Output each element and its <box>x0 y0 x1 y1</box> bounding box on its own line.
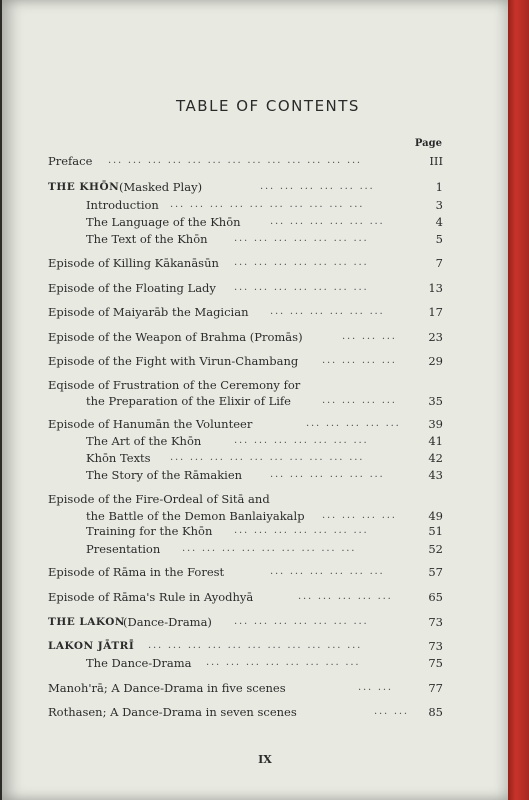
toc-entry-page: 42 <box>428 451 443 465</box>
leader-dots: ... ... ... ... ... <box>306 418 401 429</box>
toc-entry <box>2 563 508 581</box>
toc-entry-page: 7 <box>435 256 443 270</box>
leader-dots: ... ... ... ... ... ... <box>270 306 385 317</box>
toc-entry <box>2 432 508 450</box>
toc-entry-text: Eqisode of Frustration of the Ceremony for <box>48 378 301 392</box>
toc-entry-page: 1 <box>435 180 443 194</box>
leader-dots: ... ... ... ... ... ... <box>260 181 375 192</box>
toc-entry-text: The Language of the Khōn <box>86 215 241 229</box>
toc-entry <box>2 303 508 321</box>
leader-dots: ... ... ... ... ... ... ... <box>234 257 369 268</box>
toc-entry-page: 41 <box>428 434 443 448</box>
toc-entry-page: 75 <box>428 656 443 670</box>
leader-dots: ... ... ... ... ... ... ... ... ... ... ... <box>148 640 363 651</box>
toc-entry-page: 35 <box>428 394 443 408</box>
toc-entry <box>2 352 508 370</box>
leader-dots: ... ... ... <box>342 331 397 342</box>
toc-entry-text: Episode of Rāma in the Forest <box>48 565 225 579</box>
toc-entry-text: The Text of the Khōn <box>86 232 208 246</box>
leader-dots: ... ... ... ... ... ... <box>270 216 385 227</box>
toc-entry <box>2 178 508 196</box>
leader-dots: ... ... ... ... <box>322 510 397 521</box>
toc-entry-page: 29 <box>428 354 443 368</box>
toc-entry-page: 23 <box>428 330 443 344</box>
toc-entry-page: 5 <box>435 232 443 246</box>
toc-entry-subtext: (Masked Play) <box>119 180 203 194</box>
toc-entry-text: The Art of the Khōn <box>86 434 202 448</box>
red-cover-strip <box>507 0 529 800</box>
toc-entry-text: Episode of Hanumān the Volunteer <box>48 417 253 431</box>
toc-entry-text: The Story of the Rāmakien <box>86 468 243 482</box>
leader-dots: ... ... ... ... ... ... ... <box>234 282 369 293</box>
leader-dots: ... ... ... ... ... <box>298 591 393 602</box>
toc-entry <box>2 328 508 346</box>
toc-entry <box>2 613 508 631</box>
toc-entry <box>2 540 508 558</box>
toc-entry <box>2 196 508 214</box>
leader-dots: ... ... ... ... ... ... ... ... <box>206 657 361 668</box>
toc-entry-page: 57 <box>428 565 443 579</box>
toc-entry-text: Episode of the Floating Lady <box>48 281 216 295</box>
toc-entry-page: 4 <box>435 215 443 229</box>
leader-dots: ... ... ... ... ... ... ... <box>234 616 369 627</box>
toc-entry-text: Episode of Killing Kākanāsūn <box>48 256 219 270</box>
leader-dots: ... ... ... ... ... ... <box>270 469 385 480</box>
toc-entry-text: the Preparation of the Elixir of Life <box>86 394 291 408</box>
toc-entry-text: Training for the Khōn <box>86 524 213 538</box>
leader-dots: ... ... ... ... <box>322 395 397 406</box>
leader-dots: ... ... <box>374 706 409 717</box>
toc-entry-text: Episode of the Fight with Virun-Chambang <box>48 354 299 368</box>
toc-entry-text: Khōn Texts <box>86 451 151 465</box>
toc-entry-text: THE LAKON <box>48 616 126 628</box>
toc-entry-page: 13 <box>428 281 443 295</box>
toc-entry-subtext: (Dance-Drama) <box>123 615 212 629</box>
toc-entry <box>2 392 508 410</box>
toc-entry <box>2 230 508 248</box>
toc-entry <box>2 415 508 433</box>
toc-entry-text: Introduction <box>86 198 159 212</box>
toc-entry-page: 85 <box>428 705 443 719</box>
leader-dots: ... ... ... ... ... ... ... <box>234 233 369 244</box>
toc-entry-page: 77 <box>428 681 443 695</box>
toc-entry-text: Preface <box>48 154 93 168</box>
toc-entry <box>2 522 508 540</box>
leader-dots: ... ... <box>358 682 393 693</box>
toc-entry <box>2 490 508 508</box>
toc-entry-text: Rothasen; A Dance-Drama in seven scenes <box>48 705 297 719</box>
toc-entry <box>2 213 508 231</box>
toc-entry <box>2 654 508 672</box>
toc-entry-page: 39 <box>428 417 443 431</box>
toc-entry-page: 65 <box>428 590 443 604</box>
page-column-header: Page <box>414 138 442 149</box>
toc-entry <box>2 254 508 272</box>
toc-entry-text: Episode of Rāma's Rule in Ayodhyā <box>48 590 254 604</box>
toc-entry-text: The Dance-Drama <box>86 656 192 670</box>
toc-entry-page: 51 <box>428 524 443 538</box>
toc-entry-text: THE KHŌN <box>48 181 120 193</box>
toc-entry-text: Episode of the Weapon of Brahma (Promās) <box>48 330 303 344</box>
toc-entry-page: 73 <box>428 615 443 629</box>
toc-entry <box>2 637 508 655</box>
toc-entry-page: III <box>429 154 443 168</box>
leader-dots: ... ... ... ... ... ... ... <box>234 435 369 446</box>
toc-entry <box>2 679 508 697</box>
leader-dots: ... ... ... ... ... ... ... ... ... ... <box>170 199 365 210</box>
toc-entry-page: 43 <box>428 468 443 482</box>
toc-entry <box>2 449 508 467</box>
toc-entry-page: 73 <box>428 639 443 653</box>
leader-dots: ... ... ... ... ... ... ... ... ... ... <box>170 452 365 463</box>
toc-entry-text: LAKON JĀTRĪ <box>48 640 135 652</box>
toc-entry-text: Manoh'rā; A Dance-Drama in five scenes <box>48 681 286 695</box>
toc-entry-page: 49 <box>428 509 443 523</box>
leader-dots: ... ... ... ... ... ... <box>270 566 385 577</box>
page-number-footer: IX <box>258 753 272 766</box>
toc-entry <box>2 588 508 606</box>
toc-entry-page: 52 <box>428 542 443 556</box>
page-title: TABLE OF CONTENTS <box>176 97 360 115</box>
leader-dots: ... ... ... ... <box>322 355 397 366</box>
book-page <box>2 0 508 800</box>
toc-entry-page: 3 <box>435 198 443 212</box>
leader-dots: ... ... ... ... ... ... ... <box>234 525 369 536</box>
toc-entry-text: Presentation <box>86 542 161 556</box>
toc-entry <box>2 703 508 721</box>
toc-entry-text: Episode of Maiyarāb the Magician <box>48 305 249 319</box>
leader-dots: ... ... ... ... ... ... ... ... ... ... ... ... ... <box>108 155 362 166</box>
toc-entry <box>2 152 508 170</box>
toc-entry-text: the Battle of the Demon Banlaiyakalp <box>86 509 305 523</box>
toc-entry-page: 17 <box>428 305 443 319</box>
toc-entry <box>2 279 508 297</box>
toc-entry-text: Episode of the Fire-Ordeal of Sitā and <box>48 492 270 506</box>
leader-dots: ... ... ... ... ... ... ... ... ... <box>182 543 357 554</box>
toc-entry <box>2 466 508 484</box>
